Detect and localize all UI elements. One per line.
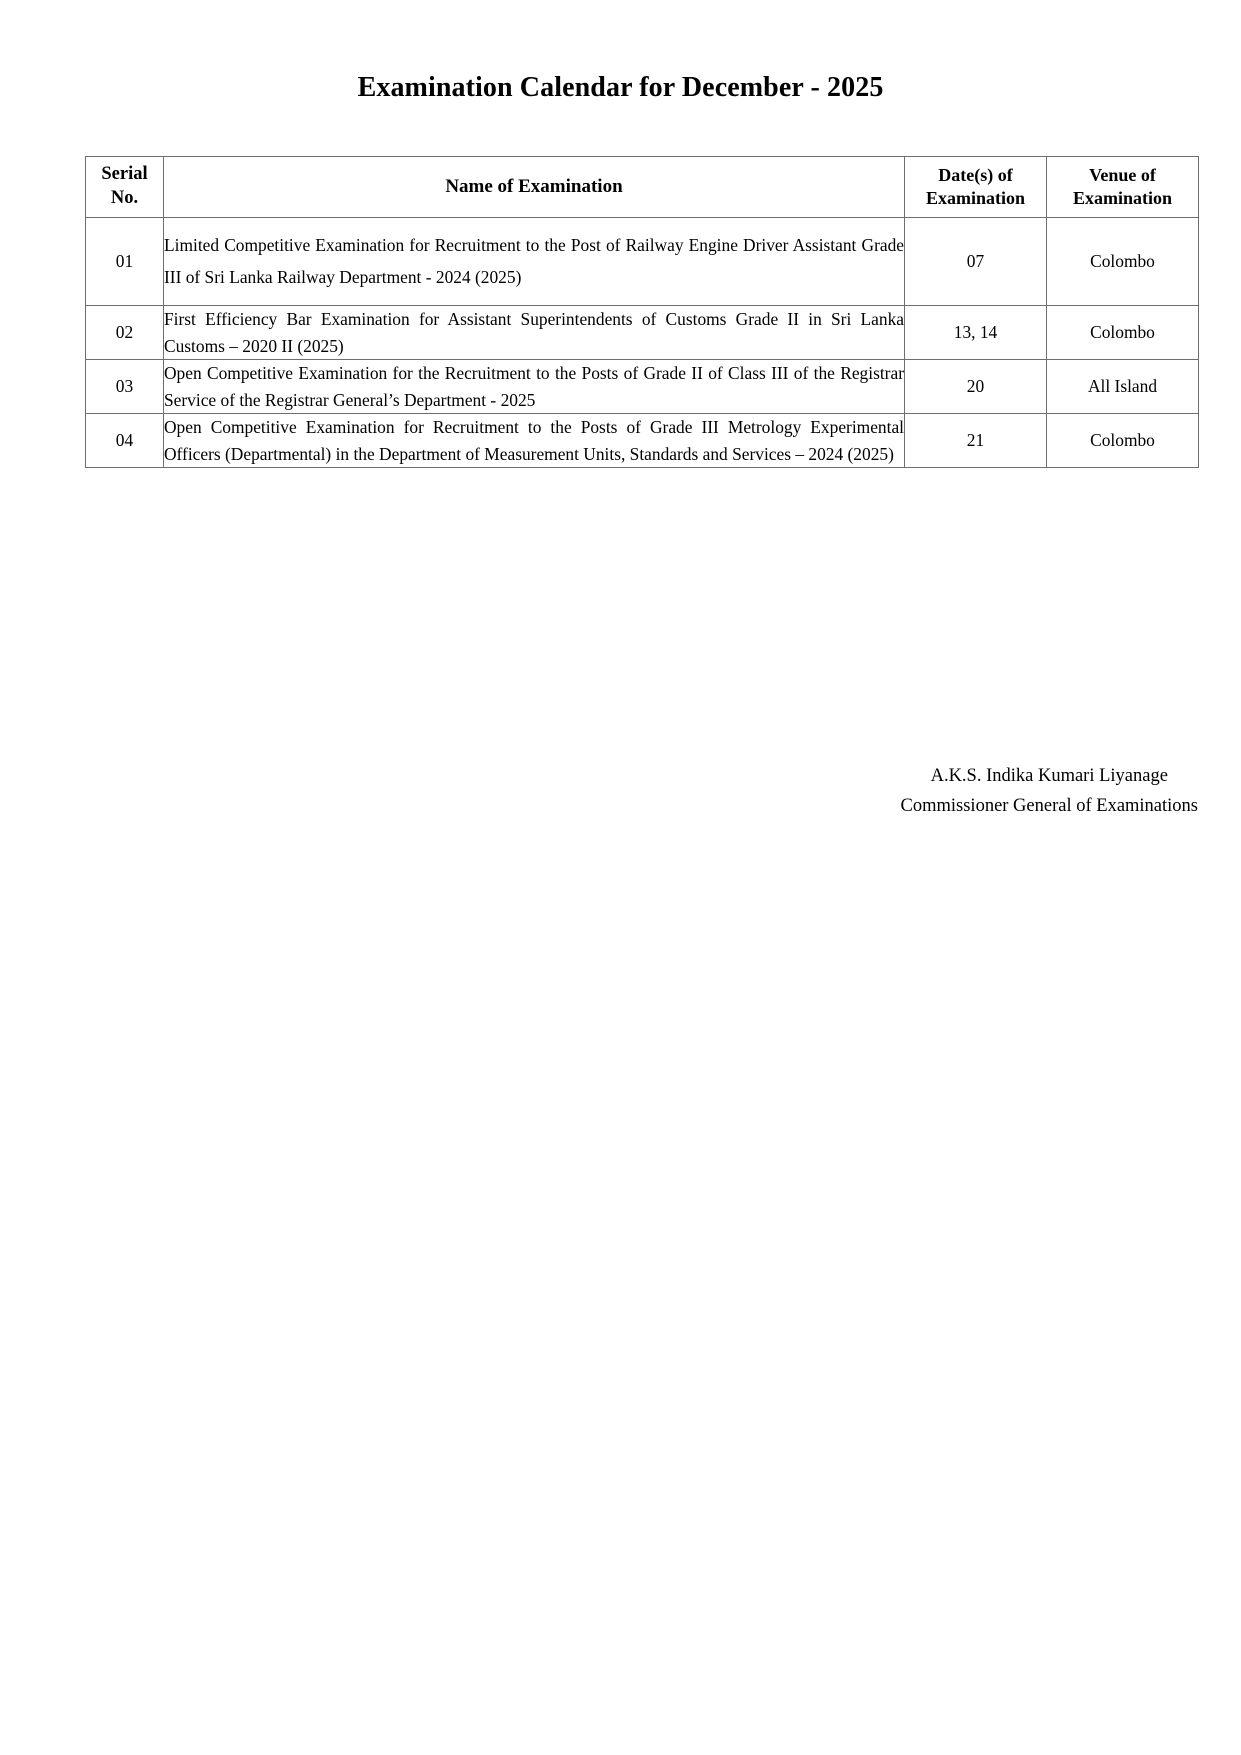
cell-exam-venue: Colombo (1047, 218, 1199, 306)
column-header-venue-line2: Examination (1072, 188, 1173, 208)
cell-serial-no: 01 (86, 218, 164, 306)
column-header-venue-line1: Venue of (1089, 164, 1156, 185)
signatory-name: A.K.S. Indika Kumari Liyanage (930, 766, 1168, 786)
column-header-date-line2: Examination (925, 188, 1026, 208)
column-header-serial-line1: Serial (101, 164, 148, 185)
signature-block (901, 762, 1198, 822)
cell-serial-no: 04 (86, 414, 164, 468)
column-header-name-of-examination: Name of Examination (164, 157, 905, 218)
cell-exam-venue: Colombo (1047, 306, 1199, 360)
table-row (86, 360, 1199, 414)
cell-serial-no: 02 (86, 306, 164, 360)
signatory-designation: Commissioner General of Examinations (900, 795, 1198, 816)
table-header (86, 157, 1199, 218)
cell-exam-venue: All Island (1047, 360, 1199, 414)
table-row (86, 306, 1199, 360)
cell-serial-no: 03 (86, 360, 164, 414)
table-body (86, 218, 1199, 468)
cell-exam-name: Open Competitive Examination for Recruitment to the Posts of Grade III Metrology Experimental Officers (Departmental) in the Department of Measurement Units, Standards and Services – 2024 (2025) (164, 414, 905, 468)
cell-exam-name: Limited Competitive Examination for Recruitment to the Post of Railway Engine Driver Assistant Grade III of Sri Lanka Railway Department - 2024 (2025) (164, 218, 905, 306)
column-header-serial-no (86, 157, 164, 218)
table-row (86, 414, 1199, 468)
column-header-serial-line2: No. (110, 188, 139, 208)
cell-exam-date: 20 (905, 360, 1047, 414)
cell-exam-venue: Colombo (1047, 414, 1199, 468)
table-row (86, 218, 1199, 306)
page-title: Examination Calendar for December - 2025 (357, 72, 884, 103)
column-header-venue-of-examination (1047, 157, 1199, 218)
column-header-date-line1: Date(s) of (938, 164, 1013, 185)
cell-exam-name: First Efficiency Bar Examination for Assistant Superintendents of Customs Grade II in Sri Lanka Customs – 2020 II (2025) (164, 306, 905, 360)
cell-exam-name: Open Competitive Examination for the Recruitment to the Posts of Grade II of Class III of the Registrar Service of the Registrar General’s Department - 2025 (164, 360, 905, 414)
cell-exam-date: 13, 14 (905, 306, 1047, 360)
cell-exam-date: 07 (905, 218, 1047, 306)
exam-calendar-table (85, 156, 1199, 468)
cell-exam-date: 21 (905, 414, 1047, 468)
column-header-dates-of-examination (905, 157, 1047, 218)
exam-calendar-table-container (85, 156, 1198, 468)
table-header-row (86, 157, 1199, 218)
